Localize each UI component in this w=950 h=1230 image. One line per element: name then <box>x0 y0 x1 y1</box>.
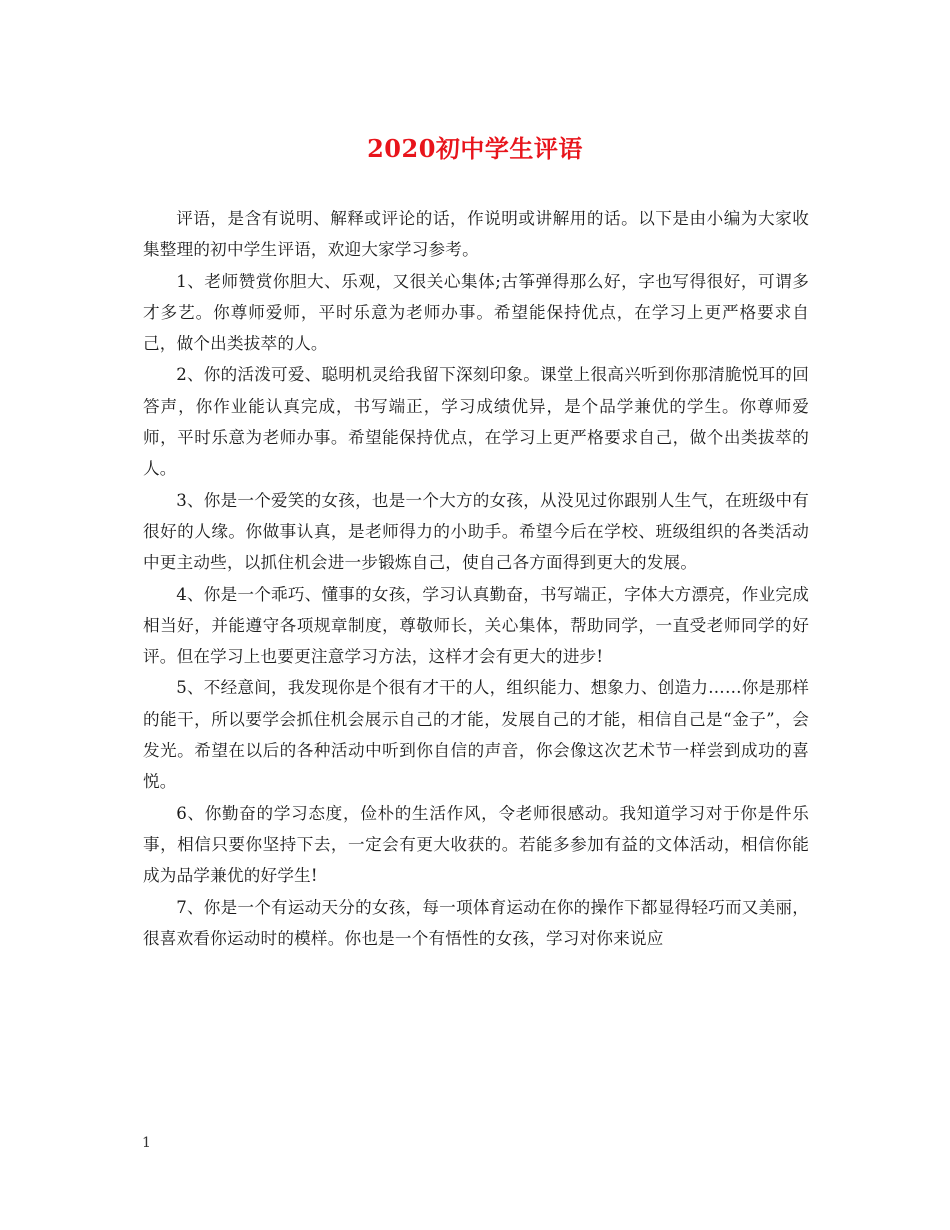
paragraph-comment-3: 3、你是一个爱笑的女孩，也是一个大方的女孩，从没见过你跟别人生气，在班级中有很好的人缘。你做事认真，是老师得力的小助手。希望今后在学校、班级组织的各类活动中更主动些，以抓住机会进一步锻炼自己，使自己各方面得到更大的发展。 <box>143 490 809 573</box>
paragraph-comment-2: 2、你的活泼可爱、聪明机灵给我留下深刻印象。课堂上很高兴听到你那清脆悦耳的回答声，你作业能认真完成，书写端正，学习成绩优异，是个品学兼优的学生。你尊师爱师，平时乐意为老师办事。希望能保持优点，在学习上更严格要求自己，做个出类拔萃的人。 <box>143 365 809 479</box>
document-title: 2020初中学生评语 <box>367 134 583 163</box>
paragraph-comment-1: 1、老师赞赏你胆大、乐观，又很关心集体;古筝弹得那么好，字也写得很好，可谓多才多艺。你尊师爱师，平时乐意为老师办事。希望能保持优点，在学习上更严格要求自己，做个出类拔萃的人。 <box>143 271 809 354</box>
paragraph-comment-5: 5、不经意间，我发现你是个很有才干的人，组织能力、想象力、创造力……你是那样的能干，所以要学会抓住机会展示自己的才能，发展自己的才能，相信自己是“金子”，会发光。希望在以后的各种活动中听到你自信的声音，你会像这次艺术节一样尝到成功的喜悦。 <box>143 678 809 792</box>
document-body <box>143 203 809 954</box>
paragraph-intro: 评语，是含有说明、解释或评论的话，作说明或讲解用的话。以下是由小编为大家收集整理的初中学生评语，欢迎大家学习参考。 <box>143 209 809 260</box>
paragraph-comment-7: 7、你是一个有运动天分的女孩，每一项体育运动在你的操作下都显得轻巧而又美丽，很喜欢看你运动时的模样。你也是一个有悟性的女孩，学习对你来说应 <box>143 897 809 948</box>
paragraph-comment-6: 6、你勤奋的学习态度，俭朴的生活作风，令老师很感动。我知道学习对于你是件乐事，相信只要你坚持下去，一定会有更大收获的。若能多参加有益的文体活动，相信你能成为品学兼优的好学生! <box>143 803 809 886</box>
paragraph-comment-4: 4、你是一个乖巧、懂事的女孩，学习认真勤奋，书写端正，字体大方漂亮，作业完成相当好，并能遵守各项规章制度，尊敬师长，关心集体，帮助同学，一直受老师同学的好评。但在学习上也要更注意学习方法，这样才会有更大的进步! <box>143 584 809 667</box>
page-number: 1 <box>142 1135 151 1151</box>
